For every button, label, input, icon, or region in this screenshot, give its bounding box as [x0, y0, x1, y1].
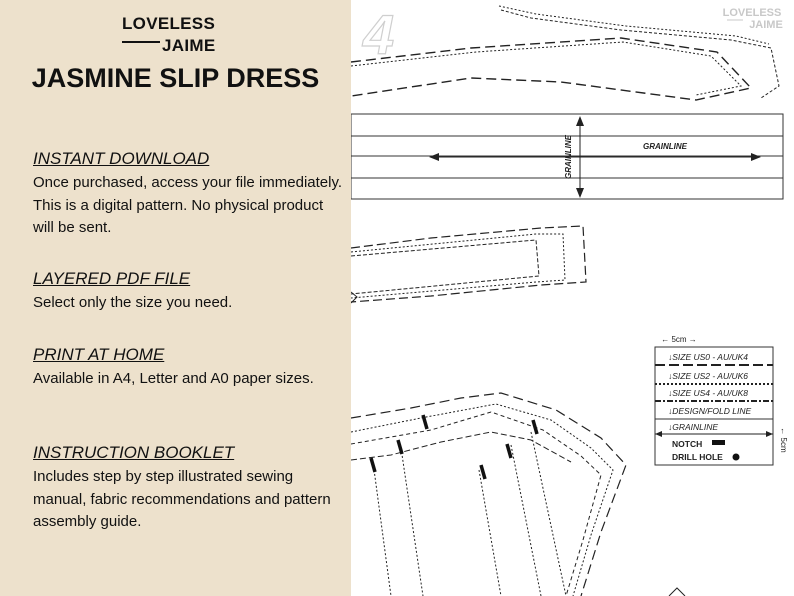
legend-size-us4: ↓SIZE US4 - AU/UK8	[668, 388, 748, 398]
legend-drill-hole-label: DRILL HOLE	[672, 452, 723, 462]
legend-drill-hole-symbol	[733, 454, 740, 461]
legend-scale-side: ← 5cm	[779, 427, 788, 453]
strap-piece-top	[351, 6, 779, 100]
brand-logo-rule	[122, 41, 160, 43]
legend-design-fold-line: ↓DESIGN/FOLD LINE	[668, 406, 752, 416]
legend-size-us2: ↓SIZE US2 - AU/UK6	[668, 371, 748, 381]
section-instant-download	[33, 149, 343, 240]
info-panel	[0, 0, 351, 596]
section-body: Available in A4, Letter and A0 paper sizes.	[33, 370, 314, 387]
watermark-line2: JAIME	[749, 19, 783, 31]
section-body: Includes step by step illustrated sewing manual, fabric recommendations and pattern assembly guide.	[33, 468, 331, 530]
pattern-preview	[351, 0, 794, 596]
section-body: Once purchased, access your file immediately. This is a digital pattern. No physical product will be sent.	[33, 174, 343, 236]
section-heading: LAYERED PDF FILE	[33, 269, 191, 288]
watermark-line1: LOVELESS	[722, 7, 782, 19]
brand-logo-line2: JAIME	[162, 36, 216, 55]
section-heading: INSTRUCTION BOOKLET	[33, 443, 235, 462]
section-layered-pdf	[33, 269, 343, 315]
section-print-at-home	[33, 345, 343, 391]
grainline-label-horizontal: GRAINLINE	[643, 142, 687, 151]
legend-notch-symbol	[712, 440, 725, 445]
legend-size-us0: ↓SIZE US0 - AU/UK4	[668, 352, 748, 362]
section-instruction-booklet	[33, 443, 343, 534]
notch-marks	[371, 415, 537, 479]
strap-piece-middle	[351, 226, 586, 302]
section-heading: PRINT AT HOME	[33, 345, 165, 364]
brand-logo-line1: LOVELESS	[122, 14, 216, 33]
page-number: 4	[363, 3, 395, 66]
legend-grainline: ↓GRAINLINE	[668, 422, 719, 432]
section-heading: INSTANT DOWNLOAD	[33, 149, 210, 168]
pattern-drawing	[351, 0, 794, 596]
product-title: JASMINE SLIP DRESS	[31, 63, 320, 93]
grainline-label-vertical: GRAINLINE	[564, 135, 573, 179]
section-body: Select only the size you need.	[33, 294, 233, 311]
legend-scale-top: ← 5cm →	[661, 335, 697, 344]
bodice-piece	[351, 393, 626, 596]
legend-notch-label: NOTCH	[672, 439, 703, 449]
pattern-legend	[655, 335, 788, 465]
